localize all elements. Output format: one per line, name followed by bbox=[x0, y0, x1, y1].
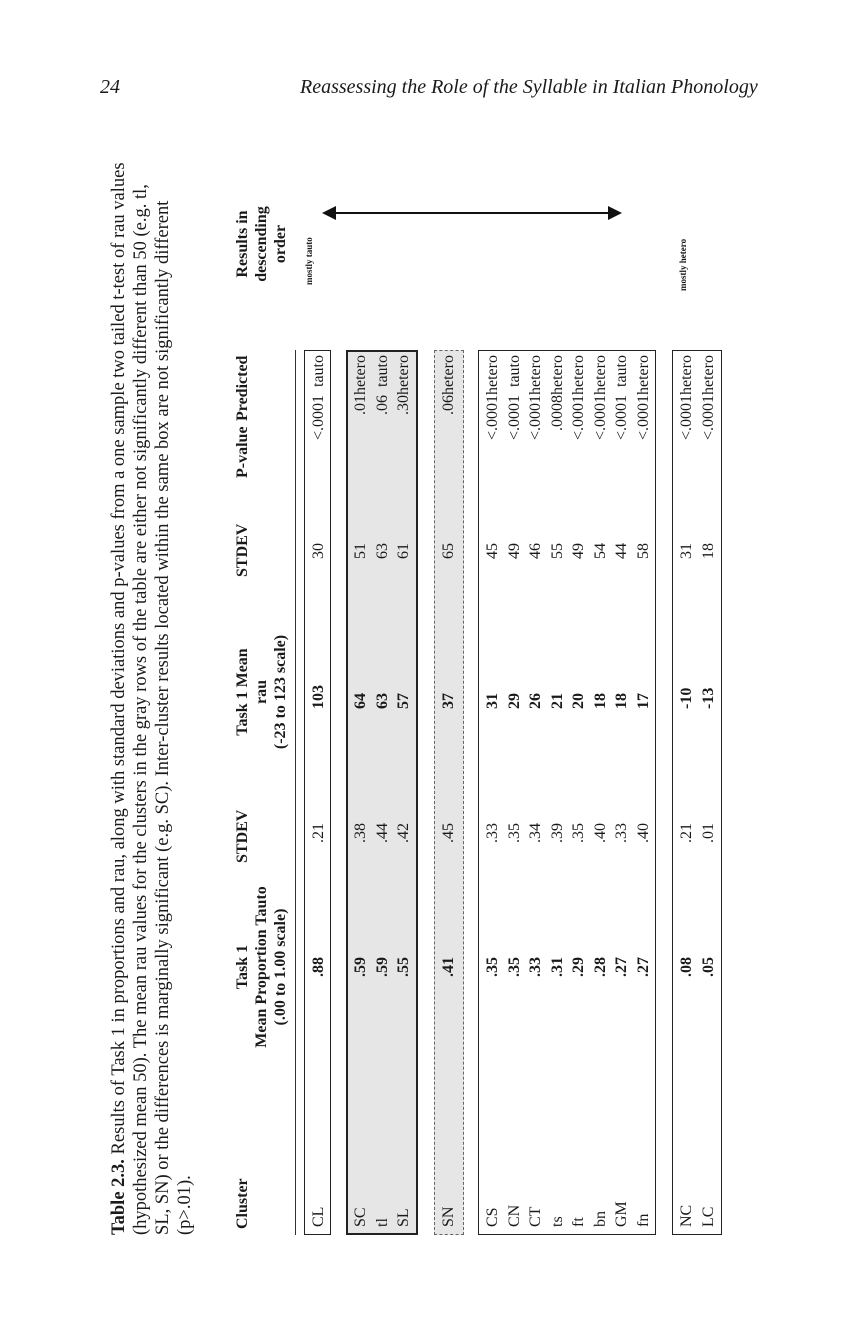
predicted-cell: hetero bbox=[440, 355, 457, 395]
stdev-rau-cell: 49 bbox=[505, 543, 523, 559]
stdev-proportion-cell: .33 bbox=[484, 823, 501, 843]
proportion-cell: .33 bbox=[527, 957, 544, 977]
table-row bbox=[504, 350, 525, 1235]
pvalue-cell: <.0001 bbox=[310, 395, 327, 441]
header-stdev-1: STDEV bbox=[234, 809, 251, 863]
header-results bbox=[233, 169, 290, 319]
proportion-cell: .27 bbox=[613, 957, 630, 977]
rau-cell: -10 bbox=[678, 687, 695, 709]
predicted-cell: hetero bbox=[591, 355, 609, 395]
table-row bbox=[633, 350, 654, 1235]
cluster-cell: CL bbox=[310, 1206, 327, 1227]
stdev-proportion-cell: .21 bbox=[678, 823, 695, 843]
header-rau-line1: Task 1 Mean bbox=[234, 648, 251, 736]
caption-label: Table 2.3. bbox=[109, 1159, 129, 1235]
predicted-cell: hetero bbox=[548, 355, 566, 395]
table-row bbox=[308, 350, 329, 1235]
predicted-cell: tauto bbox=[613, 355, 630, 387]
predicted-cell: tauto bbox=[310, 355, 327, 387]
results-bottom-label: mostly hetero bbox=[678, 238, 688, 291]
rau-cell: 37 bbox=[440, 693, 457, 709]
proportion-cell: .41 bbox=[440, 957, 457, 977]
proportion-cell: .35 bbox=[484, 957, 501, 977]
predicted-cell: hetero bbox=[699, 355, 717, 395]
stdev-proportion-cell: .44 bbox=[373, 823, 391, 843]
rau-cell: 21 bbox=[548, 693, 566, 709]
predicted-cell: tauto bbox=[373, 355, 391, 387]
cluster-cell: SC bbox=[352, 1207, 369, 1227]
header-rule bbox=[295, 350, 296, 1235]
rau-cell: -13 bbox=[699, 687, 717, 709]
header-proportion-line3: (.00 to 1.00 scale) bbox=[272, 908, 289, 1026]
predicted-cell: hetero bbox=[484, 355, 501, 395]
stdev-proportion-cell: .35 bbox=[505, 823, 523, 843]
caption-text: Results of Task 1 in proportions and rau, along with standard deviations and p-values from a one sample two tailed t-test of rau values (hypothesized mean 50). The mean rau values for the clusters in the gray rows of the table are either not significantly different than 50 (e.g. tl, SL, SN) or the differences is marginally significant (e.g. SC). Inter-cluster results located within the same box are not significantly different (p>.01). bbox=[109, 162, 195, 1235]
table-row bbox=[525, 350, 546, 1235]
stdev-proportion-cell: .40 bbox=[591, 823, 609, 843]
stdev-rau-cell: 58 bbox=[634, 543, 652, 559]
header-cluster: Cluster bbox=[234, 1178, 251, 1229]
predicted-cell: hetero bbox=[634, 355, 652, 395]
stdev-proportion-cell: .21 bbox=[310, 823, 327, 843]
pvalue-cell: <.0001 bbox=[484, 395, 501, 441]
header-rau-line2: rau bbox=[253, 680, 270, 704]
stdev-rau-cell: 61 bbox=[395, 543, 412, 559]
stdev-rau-cell: 18 bbox=[699, 543, 717, 559]
pvalue-cell: <.0001 bbox=[634, 395, 652, 441]
rau-cell: 29 bbox=[505, 693, 523, 709]
cluster-cell: LC bbox=[699, 1206, 717, 1227]
stdev-rau-cell: 49 bbox=[570, 543, 587, 559]
header-results-line3: order bbox=[272, 224, 289, 264]
stdev-proportion-cell: .38 bbox=[352, 823, 369, 843]
header-pvalue: P-value bbox=[234, 426, 251, 478]
stdev-rau-cell: 44 bbox=[613, 543, 630, 559]
proportion-cell: .59 bbox=[373, 957, 391, 977]
proportion-cell: .55 bbox=[395, 957, 412, 977]
cluster-cell: GM bbox=[613, 1201, 630, 1227]
rau-cell: 20 bbox=[570, 693, 587, 709]
stdev-rau-cell: 65 bbox=[440, 543, 457, 559]
cluster-cell: ft bbox=[570, 1217, 587, 1227]
stdev-proportion-cell: .35 bbox=[570, 823, 587, 843]
stdev-proportion-cell: .45 bbox=[440, 823, 457, 843]
pvalue-cell: .30 bbox=[395, 395, 412, 415]
cluster-cell: SN bbox=[440, 1206, 457, 1227]
stdev-proportion-cell: .39 bbox=[548, 823, 566, 843]
predicted-cell: hetero bbox=[527, 355, 544, 395]
stdev-rau-cell: 31 bbox=[678, 543, 695, 559]
proportion-cell: .88 bbox=[310, 957, 327, 977]
pvalue-cell: <.0001 bbox=[527, 395, 544, 441]
table-row bbox=[611, 350, 632, 1235]
pvalue-cell: <.0001 bbox=[678, 395, 695, 441]
header-proportion bbox=[233, 857, 290, 1077]
table-row bbox=[393, 350, 414, 1235]
table-row bbox=[350, 350, 371, 1235]
stdev-rau-cell: 30 bbox=[310, 543, 327, 559]
stdev-proportion-cell: .40 bbox=[634, 823, 652, 843]
cluster-cell: ts bbox=[548, 1216, 566, 1227]
running-head: Reassessing the Role of the Syllable in Italian Phonology bbox=[300, 76, 758, 98]
proportion-cell: .59 bbox=[352, 957, 369, 977]
predicted-cell: hetero bbox=[352, 355, 369, 395]
proportion-cell: .05 bbox=[699, 957, 717, 977]
table-row bbox=[482, 350, 503, 1235]
stdev-rau-cell: 63 bbox=[373, 543, 391, 559]
pvalue-cell: <.0001 bbox=[570, 395, 587, 441]
header-rau-line3: (-23 to 123 scale) bbox=[272, 634, 289, 750]
cluster-cell: CS bbox=[484, 1207, 501, 1227]
cluster-cell: tl bbox=[373, 1218, 391, 1227]
table-row bbox=[438, 350, 459, 1235]
results-top-label: mostly tauto bbox=[304, 237, 314, 285]
pvalue-cell: .06 bbox=[440, 395, 457, 415]
pvalue-cell: .0008 bbox=[548, 395, 566, 431]
stdev-rau-cell: 51 bbox=[352, 543, 369, 559]
table-row bbox=[372, 350, 393, 1235]
stdev-proportion-cell: .42 bbox=[395, 823, 412, 843]
header-proportion-line2: Mean Proportion Tauto bbox=[253, 886, 270, 1048]
rau-cell: 18 bbox=[613, 693, 630, 709]
predicted-cell: hetero bbox=[570, 355, 587, 395]
stdev-proportion-cell: .33 bbox=[613, 823, 630, 843]
pvalue-cell: <.0001 bbox=[613, 395, 630, 441]
table-row bbox=[590, 350, 611, 1235]
table-row bbox=[568, 350, 589, 1235]
table-row bbox=[676, 350, 697, 1235]
header-results-line1: Results in bbox=[234, 210, 251, 278]
rau-cell: 63 bbox=[373, 693, 391, 709]
proportion-cell: .27 bbox=[634, 957, 652, 977]
proportion-cell: .35 bbox=[505, 957, 523, 977]
rau-cell: 17 bbox=[634, 693, 652, 709]
header-rau bbox=[233, 607, 290, 777]
rau-cell: 31 bbox=[484, 693, 501, 709]
table-row bbox=[547, 350, 568, 1235]
rau-cell: 64 bbox=[352, 693, 369, 709]
stdev-rau-cell: 55 bbox=[548, 543, 566, 559]
cluster-cell: NC bbox=[678, 1204, 695, 1227]
cluster-cell: bn bbox=[591, 1211, 609, 1227]
pvalue-cell: .01 bbox=[352, 395, 369, 415]
page-number: 24 bbox=[100, 76, 120, 98]
table-row bbox=[698, 350, 719, 1235]
rau-cell: 57 bbox=[395, 693, 412, 709]
results-double-arrow bbox=[322, 201, 622, 225]
header-predicted: Predicted bbox=[234, 355, 251, 421]
predicted-cell: hetero bbox=[678, 355, 695, 395]
rau-cell: 26 bbox=[527, 693, 544, 709]
pvalue-cell: .06 bbox=[373, 395, 391, 415]
header-proportion-line1: Task 1 bbox=[234, 944, 251, 990]
cluster-cell: CT bbox=[527, 1206, 544, 1227]
proportion-cell: .28 bbox=[591, 957, 609, 977]
stdev-proportion-cell: .01 bbox=[699, 823, 717, 843]
predicted-cell: tauto bbox=[505, 355, 523, 387]
cluster-cell: fn bbox=[634, 1213, 652, 1227]
stdev-rau-cell: 45 bbox=[484, 543, 501, 559]
pvalue-cell: <.0001 bbox=[591, 395, 609, 441]
proportion-cell: .31 bbox=[548, 957, 566, 977]
stdev-rau-cell: 54 bbox=[591, 543, 609, 559]
proportion-cell: .08 bbox=[678, 957, 695, 977]
table-caption bbox=[108, 155, 196, 1235]
cluster-cell: CN bbox=[505, 1204, 523, 1227]
header-results-line2: descending bbox=[253, 206, 270, 282]
stdev-proportion-cell: .34 bbox=[527, 823, 544, 843]
pvalue-cell: <.0001 bbox=[699, 395, 717, 441]
rotated-table-block bbox=[90, 130, 750, 1235]
proportion-cell: .29 bbox=[570, 957, 587, 977]
header-stdev-2: STDEV bbox=[234, 523, 251, 577]
pvalue-cell: <.0001 bbox=[505, 395, 523, 441]
rau-cell: 103 bbox=[310, 685, 327, 709]
rau-cell: 18 bbox=[591, 693, 609, 709]
predicted-cell: hetero bbox=[395, 355, 412, 395]
cluster-cell: SL bbox=[395, 1208, 412, 1227]
stdev-rau-cell: 46 bbox=[527, 543, 544, 559]
